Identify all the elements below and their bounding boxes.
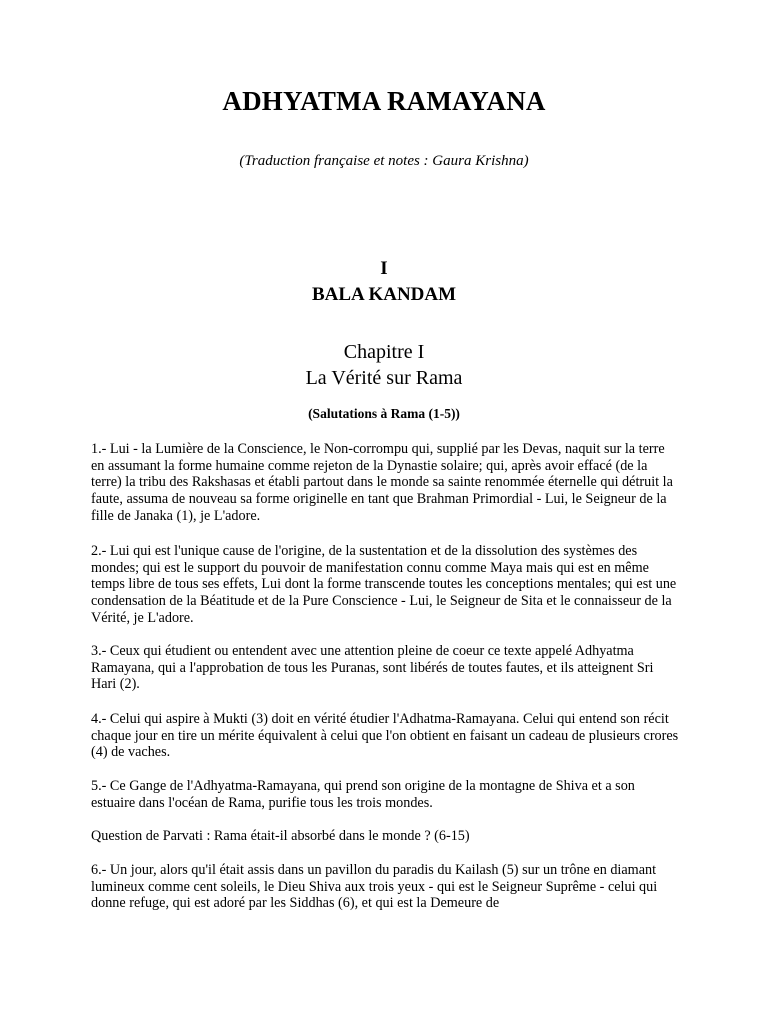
verse-paragraph-5: 5.- Ce Gange de l'Adhyatma-Ramayana, qui prend son origine de la montagne de Shiva et a son estuaire dans l'océan de Rama, purifie tous les trois mondes. (91, 778, 635, 811)
verse-paragraph-2: 2.- Lui qui est l'unique cause de l'origine, de la sustentation et de la dissolution des systèmes des mondes; qui est le support du pouvoir de manifestation connu comme Maya mais qui est en même temps libre de tous ses effets, Lui dont la forme transcende toutes les conceptions mentales; qui est une condensation de la Béatitude et de la Pure Conscience - Lui, le Seigneur de Sita et le connaisseur de la Vérité, je L'adore. (91, 543, 677, 626)
chapter-title: La Vérité sur Rama (305, 367, 463, 389)
verse-paragraph-3: 3.- Ceux qui étudient ou entendent avec une attention pleine de coeur ce texte appelé Adhyatma Ramayana, qui a l'approbation de tous les Puranas, sont libérés de toutes fautes, et ils atteignent Sri Hari (2). (91, 643, 654, 693)
chapter-number: Chapitre I (343, 341, 425, 363)
book-title: BALA KANDAM (311, 284, 457, 305)
document-subtitle: (Traduction française et notes : Gaura Krishna) (239, 153, 529, 169)
verse-paragraph-1: 1.- Lui - la Lumière de la Conscience, le Non-corrompu qui, supplié par les Devas, naquit sur la terre en assumant la forme humaine comme rejeton de la Dynastie solaire; qui, après avoir effacé (de la terre) la tribu des Rakshasas et établi partout dans le monde sa sainte renommée éternelle qui détruit la faute, assuma de nouveau sa forme originelle en tant que Brahman Primordial - Lui, le Seigneur de la fille de Janaka (1), je L'adore. (91, 441, 673, 524)
document-title: ADHYATMA RAMAYANA (222, 86, 546, 116)
verse-paragraph-6: 6.- Un jour, alors qu'il était assis dans un pavillon du paradis du Kailash (5) sur un trône en diamant lumineux comme cent soleils, le Dieu Shiva aux trois yeux - qui est le Seigneur Suprême - celui qui donne refuge, qui est adoré par les Siddhas (6), et qui est la Demeure de (91, 862, 658, 912)
question-heading: Question de Parvati : Rama était-il absorbé dans le monde ? (6-15) (91, 828, 470, 844)
book-number: I (380, 258, 388, 279)
section-heading: (Salutations à Rama (1-5)) (308, 406, 460, 421)
verse-paragraph-4: 4.- Celui qui aspire à Mukti (3) doit en vérité étudier l'Adhatma-Ramayana. Celui qui entend son récit chaque jour en tire un mérite équivalent à celui que l'on obtient en faisant un cadeau de plusieurs crores (4) de vaches. (91, 711, 679, 761)
